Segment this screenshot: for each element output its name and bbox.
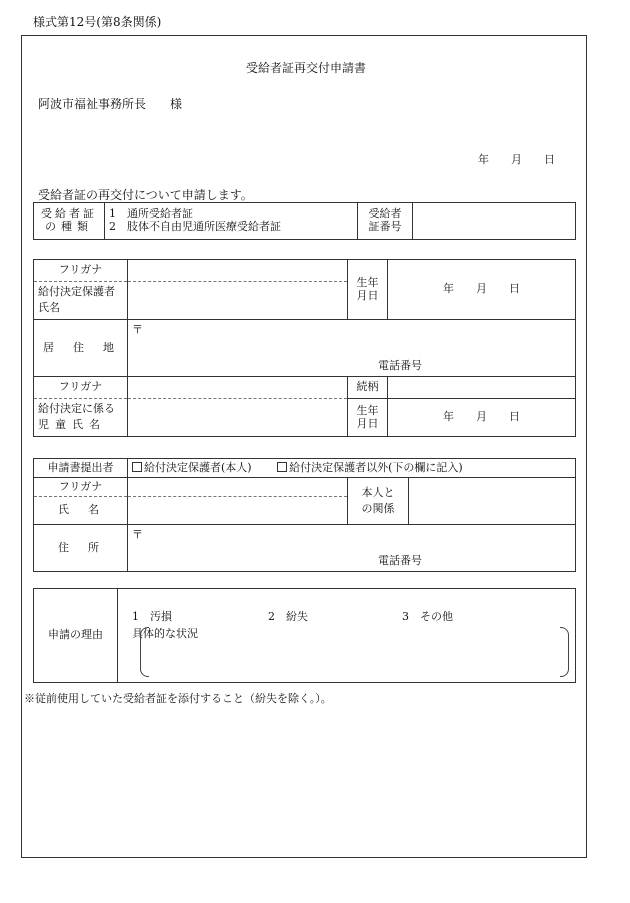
reason-option-3[interactable]: 3 その他 (402, 610, 453, 623)
child-furigana-label: フリガナ (34, 377, 128, 399)
guardian-postal-mark: 〒 (132, 323, 143, 336)
submitter-name-field[interactable] (128, 497, 348, 525)
cert-type-label: 受給者証 の種類 (34, 203, 105, 240)
detail-bracket-left (140, 627, 149, 677)
reason-table (33, 588, 576, 683)
cert-type-table (33, 202, 576, 240)
guardian-furigana-field[interactable] (128, 260, 348, 282)
child-birth-label: 生年 月日 (348, 399, 388, 437)
detail-bracket-right (560, 627, 569, 677)
submitter-label: 申請書提出者 (34, 459, 128, 478)
child-furigana-field[interactable] (128, 377, 348, 399)
guardian-furigana-label: フリガナ (34, 260, 128, 282)
reason-option-1[interactable]: 1 汚損 (132, 610, 172, 623)
guardian-phone-label: 電話番号 (378, 359, 422, 373)
submitter-postal-mark: 〒 (132, 528, 143, 541)
reason-option-2[interactable]: 2 紛失 (268, 610, 308, 623)
form-number: 様式第12号(第8条関係) (33, 15, 162, 29)
submitter-relation-field[interactable] (409, 478, 576, 525)
footnote: ※従前使用していた受給者証を添付すること（紛失を除く。）。 (24, 692, 332, 705)
submitter-option-other[interactable]: 給付決定保護者以外(下の欄に記入) (277, 461, 463, 474)
form-title: 受給者証再交付申請書 (246, 61, 367, 75)
cert-number-field[interactable] (413, 203, 576, 240)
guardian-birth-label: 生年 月日 (348, 260, 388, 320)
addressee: 阿波市福祉事務所長 様 (38, 97, 183, 111)
child-birth-date[interactable]: 年 月 日 (388, 399, 576, 437)
application-date[interactable]: 年 月 日 (478, 153, 555, 166)
submitter-address-field[interactable] (128, 525, 576, 572)
reason-content (118, 589, 576, 683)
submitter-phone-label: 電話番号 (378, 554, 422, 568)
cert-type-options (105, 203, 358, 240)
submitter-furigana-label: フリガナ (34, 478, 128, 497)
guardian-name-label: 給付決定保護者 氏名 (34, 282, 128, 320)
submitter-options (128, 459, 576, 478)
submitter-table (33, 458, 576, 572)
cert-number-label: 受給者 証番号 (358, 203, 413, 240)
guardian-address-label: 居 住 地 (34, 320, 128, 377)
relation-field[interactable] (388, 377, 576, 399)
reason-label: 申請の理由 (34, 589, 118, 683)
cert-option-2[interactable]: 2 肢体不自由児通所医療受給者証 (109, 220, 281, 233)
submitter-name-label: 氏 名 (34, 497, 128, 525)
checkbox-self[interactable] (132, 462, 142, 472)
relation-label: 続柄 (348, 377, 388, 399)
guardian-address-field[interactable] (128, 320, 576, 377)
submitter-option-self[interactable]: 給付決定保護者(本人) (132, 461, 252, 474)
checkbox-other[interactable] (277, 462, 287, 472)
intro-text: 受給者証の再交付について申請します。 (38, 188, 253, 202)
submitter-relation-label: 本人と の関係 (348, 478, 409, 525)
child-name-label: 給付決定に係る 児童氏名 (34, 399, 128, 437)
guardian-child-table (33, 259, 576, 437)
guardian-birth-date[interactable]: 年 月 日 (388, 260, 576, 320)
submitter-address-label: 住 所 (34, 525, 128, 572)
child-name-field[interactable] (128, 399, 348, 437)
reason-detail-label: 具体的な状況 (132, 626, 198, 640)
guardian-name-field[interactable] (128, 282, 348, 320)
submitter-furigana-field[interactable] (128, 478, 348, 497)
cert-option-1[interactable]: 1 通所受給者証 (109, 207, 193, 221)
